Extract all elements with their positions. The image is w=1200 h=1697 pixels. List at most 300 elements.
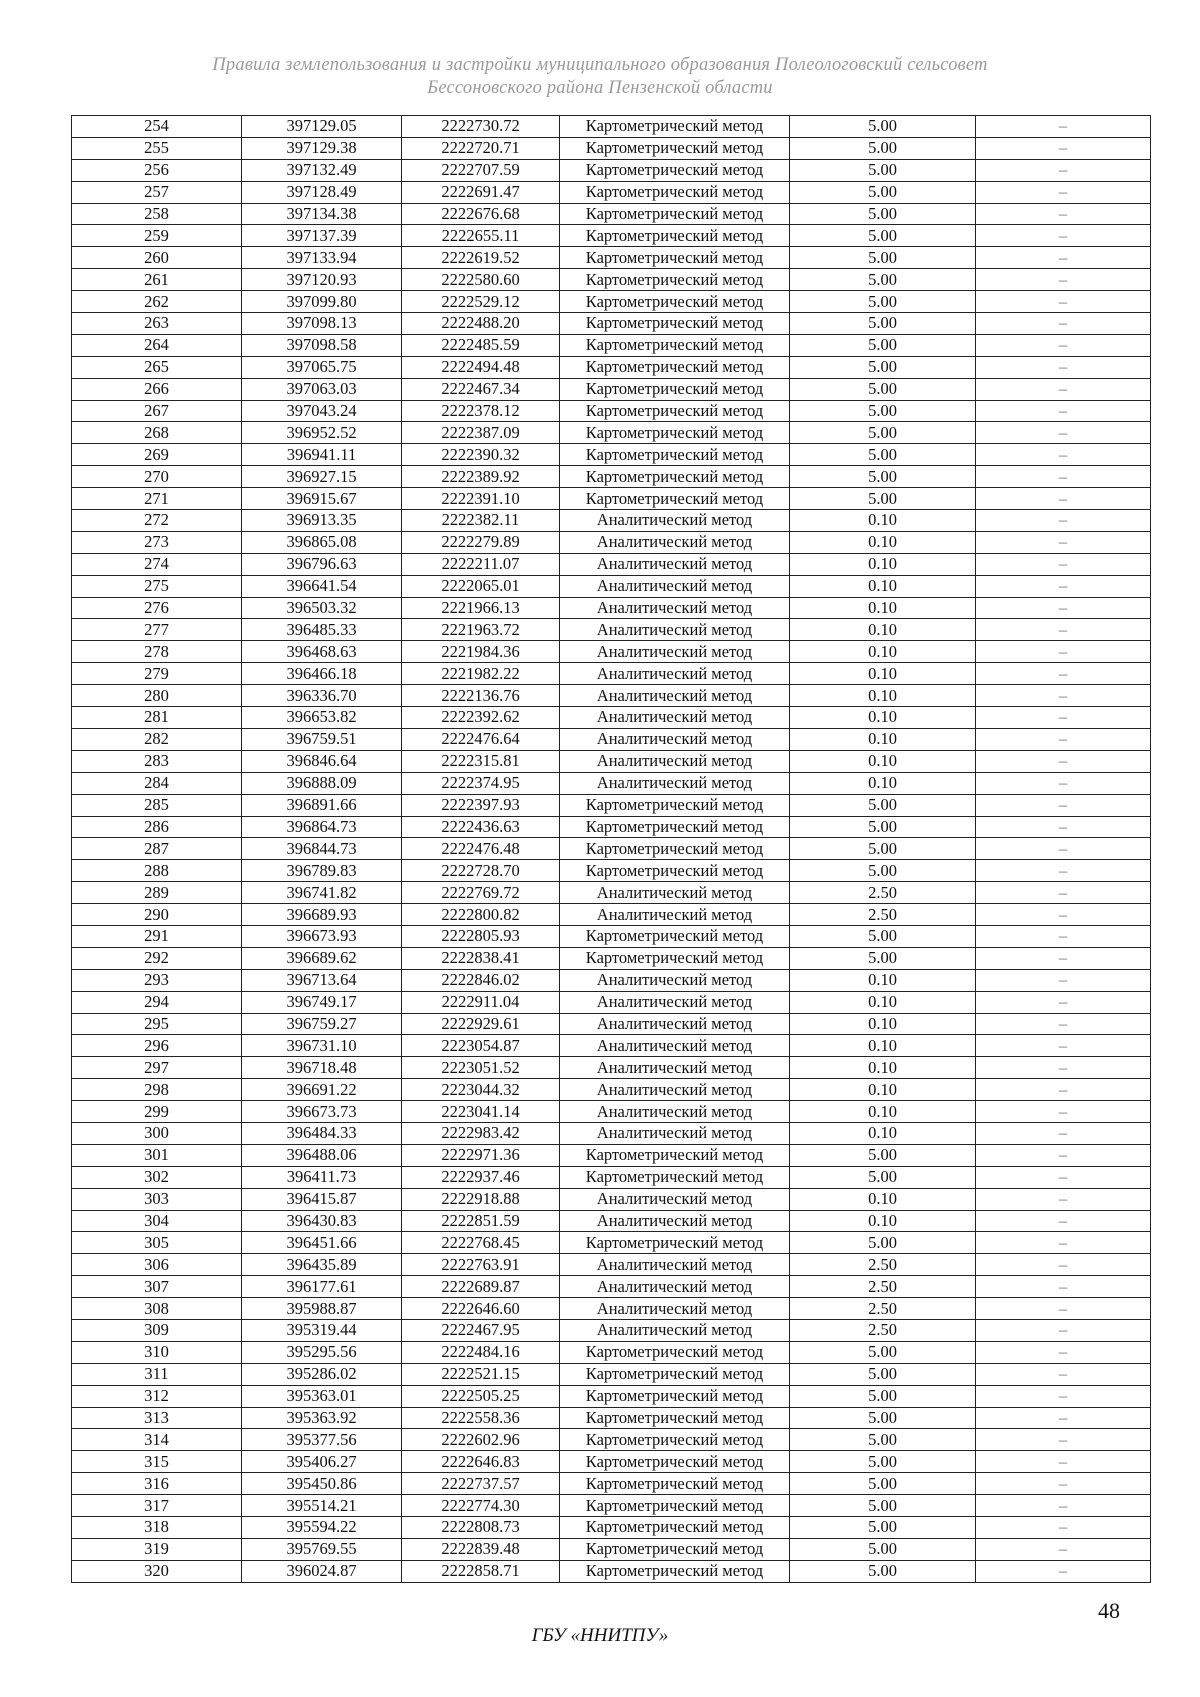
y-coordinate-cell: 2223041.14 <box>402 1101 560 1123</box>
method-cell: Картометрический метод <box>560 1451 790 1473</box>
x-coordinate-cell: 396718.48 <box>242 1057 402 1079</box>
accuracy-cell: 0.10 <box>790 1122 976 1144</box>
point-number-cell: 308 <box>72 1298 242 1320</box>
x-coordinate-cell: 396415.87 <box>242 1188 402 1210</box>
accuracy-cell: 0.10 <box>790 641 976 663</box>
table-row <box>72 510 1151 532</box>
point-number-cell: 280 <box>72 685 242 707</box>
method-cell: Картометрический метод <box>560 400 790 422</box>
page-footer: ГБУ «ННИТПУ» <box>531 1625 669 1646</box>
method-cell: Картометрический метод <box>560 291 790 313</box>
note-cell: – <box>976 203 1151 225</box>
table-row <box>72 269 1151 291</box>
note-cell: – <box>976 378 1151 400</box>
accuracy-cell: 5.00 <box>790 1538 976 1560</box>
point-number-cell: 267 <box>72 400 242 422</box>
accuracy-cell: 0.10 <box>790 597 976 619</box>
note-cell: – <box>976 225 1151 247</box>
table-row <box>72 313 1151 335</box>
method-cell: Картометрический метод <box>560 116 790 138</box>
accuracy-cell: 5.00 <box>790 1385 976 1407</box>
point-number-cell: 305 <box>72 1232 242 1254</box>
y-coordinate-cell: 2222691.47 <box>402 181 560 203</box>
x-coordinate-cell: 395286.02 <box>242 1363 402 1385</box>
note-cell: – <box>976 619 1151 641</box>
point-number-cell: 287 <box>72 838 242 860</box>
table-row <box>72 1495 1151 1517</box>
method-cell: Аналитический метод <box>560 1254 790 1276</box>
note-cell: – <box>976 1517 1151 1539</box>
running-header <box>0 54 1200 100</box>
note-cell: – <box>976 400 1151 422</box>
accuracy-cell: 2.50 <box>790 1254 976 1276</box>
accuracy-cell: 5.00 <box>790 116 976 138</box>
accuracy-cell: 5.00 <box>790 1560 976 1582</box>
note-cell: – <box>976 904 1151 926</box>
x-coordinate-cell: 396796.63 <box>242 553 402 575</box>
y-coordinate-cell: 2222392.62 <box>402 707 560 729</box>
method-cell: Картометрический метод <box>560 794 790 816</box>
table-row <box>72 1188 1151 1210</box>
y-coordinate-cell: 2222476.48 <box>402 838 560 860</box>
note-cell: – <box>976 1298 1151 1320</box>
y-coordinate-cell: 2222387.09 <box>402 422 560 444</box>
note-cell: – <box>976 466 1151 488</box>
y-coordinate-cell: 2222484.16 <box>402 1341 560 1363</box>
point-number-cell: 293 <box>72 969 242 991</box>
table-row <box>72 553 1151 575</box>
point-number-cell: 318 <box>72 1517 242 1539</box>
y-coordinate-cell: 2222971.36 <box>402 1144 560 1166</box>
table-row <box>72 728 1151 750</box>
x-coordinate-cell: 395988.87 <box>242 1298 402 1320</box>
accuracy-cell: 2.50 <box>790 1298 976 1320</box>
accuracy-cell: 5.00 <box>790 225 976 247</box>
point-number-cell: 315 <box>72 1451 242 1473</box>
accuracy-cell: 5.00 <box>790 181 976 203</box>
point-number-cell: 313 <box>72 1407 242 1429</box>
point-number-cell: 273 <box>72 531 242 553</box>
x-coordinate-cell: 396759.51 <box>242 728 402 750</box>
method-cell: Аналитический метод <box>560 685 790 707</box>
accuracy-cell: 5.00 <box>790 860 976 882</box>
method-cell: Картометрический метод <box>560 1385 790 1407</box>
x-coordinate-cell: 395319.44 <box>242 1319 402 1341</box>
accuracy-cell: 5.00 <box>790 1144 976 1166</box>
table-row <box>72 531 1151 553</box>
accuracy-cell: 5.00 <box>790 313 976 335</box>
y-coordinate-cell: 2223051.52 <box>402 1057 560 1079</box>
point-number-cell: 276 <box>72 597 242 619</box>
point-number-cell: 257 <box>72 181 242 203</box>
y-coordinate-cell: 2222720.71 <box>402 137 560 159</box>
point-number-cell: 300 <box>72 1122 242 1144</box>
note-cell: – <box>976 334 1151 356</box>
table-row <box>72 1122 1151 1144</box>
x-coordinate-cell: 396749.17 <box>242 991 402 1013</box>
table-row <box>72 378 1151 400</box>
method-cell: Картометрический метод <box>560 816 790 838</box>
point-number-cell: 319 <box>72 1538 242 1560</box>
method-cell: Картометрический метод <box>560 181 790 203</box>
x-coordinate-cell: 396430.83 <box>242 1210 402 1232</box>
method-cell: Картометрический метод <box>560 137 790 159</box>
table-row <box>72 422 1151 444</box>
point-number-cell: 294 <box>72 991 242 1013</box>
x-coordinate-cell: 396741.82 <box>242 882 402 904</box>
point-number-cell: 268 <box>72 422 242 444</box>
method-cell: Картометрический метод <box>560 947 790 969</box>
accuracy-cell: 5.00 <box>790 422 976 444</box>
table-row <box>72 969 1151 991</box>
y-coordinate-cell: 2222391.10 <box>402 488 560 510</box>
point-number-cell: 290 <box>72 904 242 926</box>
accuracy-cell: 0.10 <box>790 969 976 991</box>
y-coordinate-cell: 2222390.32 <box>402 444 560 466</box>
accuracy-cell: 0.10 <box>790 663 976 685</box>
y-coordinate-cell: 2222279.89 <box>402 531 560 553</box>
y-coordinate-cell: 2222397.93 <box>402 794 560 816</box>
note-cell: – <box>976 1429 1151 1451</box>
accuracy-cell: 5.00 <box>790 1407 976 1429</box>
y-coordinate-cell: 2222136.76 <box>402 685 560 707</box>
x-coordinate-cell: 396759.27 <box>242 1013 402 1035</box>
note-cell: – <box>976 1166 1151 1188</box>
note-cell: – <box>976 1560 1151 1582</box>
method-cell: Аналитический метод <box>560 619 790 641</box>
x-coordinate-cell: 396488.06 <box>242 1144 402 1166</box>
accuracy-cell: 0.10 <box>790 1035 976 1057</box>
note-cell: – <box>976 1276 1151 1298</box>
accuracy-cell: 5.00 <box>790 159 976 181</box>
point-number-cell: 258 <box>72 203 242 225</box>
accuracy-cell: 5.00 <box>790 247 976 269</box>
accuracy-cell: 0.10 <box>790 772 976 794</box>
point-number-cell: 285 <box>72 794 242 816</box>
note-cell: – <box>976 1144 1151 1166</box>
x-coordinate-cell: 396913.35 <box>242 510 402 532</box>
method-cell: Картометрический метод <box>560 1429 790 1451</box>
table-row <box>72 597 1151 619</box>
method-cell: Аналитический метод <box>560 1079 790 1101</box>
y-coordinate-cell: 2222389.92 <box>402 466 560 488</box>
y-coordinate-cell: 2222800.82 <box>402 904 560 926</box>
x-coordinate-cell: 396673.73 <box>242 1101 402 1123</box>
note-cell: – <box>976 181 1151 203</box>
method-cell: Картометрический метод <box>560 247 790 269</box>
table-row <box>72 1013 1151 1035</box>
method-cell: Картометрический метод <box>560 378 790 400</box>
y-coordinate-cell: 2222838.41 <box>402 947 560 969</box>
note-cell: – <box>976 422 1151 444</box>
y-coordinate-cell: 2222467.34 <box>402 378 560 400</box>
method-cell: Аналитический метод <box>560 1210 790 1232</box>
method-cell: Картометрический метод <box>560 1560 790 1582</box>
x-coordinate-cell: 395594.22 <box>242 1517 402 1539</box>
accuracy-cell: 0.10 <box>790 991 976 1013</box>
x-coordinate-cell: 395406.27 <box>242 1451 402 1473</box>
note-cell: – <box>976 1079 1151 1101</box>
method-cell: Аналитический метод <box>560 991 790 1013</box>
note-cell: – <box>976 707 1151 729</box>
method-cell: Картометрический метод <box>560 1232 790 1254</box>
x-coordinate-cell: 397133.94 <box>242 247 402 269</box>
y-coordinate-cell: 2222937.46 <box>402 1166 560 1188</box>
y-coordinate-cell: 2222929.61 <box>402 1013 560 1035</box>
point-number-cell: 310 <box>72 1341 242 1363</box>
y-coordinate-cell: 2222808.73 <box>402 1517 560 1539</box>
method-cell: Аналитический метод <box>560 728 790 750</box>
note-cell: – <box>976 1319 1151 1341</box>
table-row <box>72 991 1151 1013</box>
y-coordinate-cell: 2222768.45 <box>402 1232 560 1254</box>
method-cell: Аналитический метод <box>560 1101 790 1123</box>
table-row <box>72 925 1151 947</box>
note-cell: – <box>976 728 1151 750</box>
method-cell: Картометрический метод <box>560 1166 790 1188</box>
table-row <box>72 400 1151 422</box>
accuracy-cell: 5.00 <box>790 1341 976 1363</box>
method-cell: Картометрический метод <box>560 925 790 947</box>
y-coordinate-cell: 2221984.36 <box>402 641 560 663</box>
point-number-cell: 291 <box>72 925 242 947</box>
note-cell: – <box>976 860 1151 882</box>
point-number-cell: 284 <box>72 772 242 794</box>
table-row <box>72 794 1151 816</box>
accuracy-cell: 5.00 <box>790 1232 976 1254</box>
table-row <box>72 334 1151 356</box>
table-row <box>72 466 1151 488</box>
table-row <box>72 1210 1151 1232</box>
x-coordinate-cell: 396411.73 <box>242 1166 402 1188</box>
accuracy-cell: 5.00 <box>790 816 976 838</box>
header-line-1: Правила землепользования и застройки муниципального образования Полеологовский сельсовет <box>212 55 988 75</box>
accuracy-cell: 5.00 <box>790 444 976 466</box>
y-coordinate-cell: 2222558.36 <box>402 1407 560 1429</box>
y-coordinate-cell: 2222436.63 <box>402 816 560 838</box>
table-row <box>72 1538 1151 1560</box>
y-coordinate-cell: 2223044.32 <box>402 1079 560 1101</box>
x-coordinate-cell: 397137.39 <box>242 225 402 247</box>
note-cell: – <box>976 882 1151 904</box>
point-number-cell: 316 <box>72 1473 242 1495</box>
method-cell: Картометрический метод <box>560 203 790 225</box>
table-row <box>72 707 1151 729</box>
method-cell: Аналитический метод <box>560 1035 790 1057</box>
table-row <box>72 860 1151 882</box>
accuracy-cell: 2.50 <box>790 882 976 904</box>
point-number-cell: 314 <box>72 1429 242 1451</box>
note-cell: – <box>976 1188 1151 1210</box>
point-number-cell: 264 <box>72 334 242 356</box>
x-coordinate-cell: 395514.21 <box>242 1495 402 1517</box>
coordinates-table-body <box>72 116 1151 1583</box>
y-coordinate-cell: 2222707.59 <box>402 159 560 181</box>
note-cell: – <box>976 575 1151 597</box>
y-coordinate-cell: 2222315.81 <box>402 750 560 772</box>
point-number-cell: 307 <box>72 1276 242 1298</box>
y-coordinate-cell: 2222858.71 <box>402 1560 560 1582</box>
table-row <box>72 1276 1151 1298</box>
table-row <box>72 816 1151 838</box>
accuracy-cell: 0.10 <box>790 575 976 597</box>
accuracy-cell: 5.00 <box>790 1451 976 1473</box>
accuracy-cell: 0.10 <box>790 1188 976 1210</box>
y-coordinate-cell: 2222983.42 <box>402 1122 560 1144</box>
x-coordinate-cell: 396941.11 <box>242 444 402 466</box>
y-coordinate-cell: 2222655.11 <box>402 225 560 247</box>
point-number-cell: 256 <box>72 159 242 181</box>
table-row <box>72 1144 1151 1166</box>
table-row <box>72 1517 1151 1539</box>
note-cell: – <box>976 750 1151 772</box>
x-coordinate-cell: 397134.38 <box>242 203 402 225</box>
x-coordinate-cell: 397063.03 <box>242 378 402 400</box>
x-coordinate-cell: 397129.38 <box>242 137 402 159</box>
y-coordinate-cell: 2222521.15 <box>402 1363 560 1385</box>
table-row <box>72 1298 1151 1320</box>
point-number-cell: 261 <box>72 269 242 291</box>
accuracy-cell: 5.00 <box>790 466 976 488</box>
table-row <box>72 882 1151 904</box>
point-number-cell: 306 <box>72 1254 242 1276</box>
x-coordinate-cell: 396689.93 <box>242 904 402 926</box>
x-coordinate-cell: 395363.01 <box>242 1385 402 1407</box>
x-coordinate-cell: 395450.86 <box>242 1473 402 1495</box>
method-cell: Аналитический метод <box>560 575 790 597</box>
x-coordinate-cell: 396503.32 <box>242 597 402 619</box>
table-row <box>72 641 1151 663</box>
table-row <box>72 750 1151 772</box>
x-coordinate-cell: 396864.73 <box>242 816 402 838</box>
method-cell: Аналитический метод <box>560 1188 790 1210</box>
table-row <box>72 444 1151 466</box>
point-number-cell: 254 <box>72 116 242 138</box>
method-cell: Картометрический метод <box>560 422 790 444</box>
x-coordinate-cell: 397065.75 <box>242 356 402 378</box>
note-cell: – <box>976 247 1151 269</box>
x-coordinate-cell: 396952.52 <box>242 422 402 444</box>
method-cell: Картометрический метод <box>560 313 790 335</box>
accuracy-cell: 0.10 <box>790 619 976 641</box>
accuracy-cell: 2.50 <box>790 1276 976 1298</box>
y-coordinate-cell: 2222730.72 <box>402 116 560 138</box>
accuracy-cell: 0.10 <box>790 1079 976 1101</box>
accuracy-cell: 5.00 <box>790 1473 976 1495</box>
accuracy-cell: 2.50 <box>790 1319 976 1341</box>
x-coordinate-cell: 397128.49 <box>242 181 402 203</box>
x-coordinate-cell: 396713.64 <box>242 969 402 991</box>
x-coordinate-cell: 396468.63 <box>242 641 402 663</box>
note-cell: – <box>976 925 1151 947</box>
note-cell: – <box>976 553 1151 575</box>
x-coordinate-cell: 396484.33 <box>242 1122 402 1144</box>
method-cell: Аналитический метод <box>560 663 790 685</box>
y-coordinate-cell: 2222839.48 <box>402 1538 560 1560</box>
note-cell: – <box>976 1101 1151 1123</box>
table-row <box>72 203 1151 225</box>
x-coordinate-cell: 396865.08 <box>242 531 402 553</box>
note-cell: – <box>976 488 1151 510</box>
point-number-cell: 266 <box>72 378 242 400</box>
accuracy-cell: 5.00 <box>790 203 976 225</box>
x-coordinate-cell: 396673.93 <box>242 925 402 947</box>
point-number-cell: 296 <box>72 1035 242 1057</box>
note-cell: – <box>976 685 1151 707</box>
y-coordinate-cell: 2222646.60 <box>402 1298 560 1320</box>
note-cell: – <box>976 1538 1151 1560</box>
y-coordinate-cell: 2222728.70 <box>402 860 560 882</box>
note-cell: – <box>976 291 1151 313</box>
note-cell: – <box>976 838 1151 860</box>
method-cell: Аналитический метод <box>560 1276 790 1298</box>
method-cell: Картометрический метод <box>560 225 790 247</box>
method-cell: Картометрический метод <box>560 1495 790 1517</box>
point-number-cell: 289 <box>72 882 242 904</box>
note-cell: – <box>976 313 1151 335</box>
table-row <box>72 356 1151 378</box>
y-coordinate-cell: 2222494.48 <box>402 356 560 378</box>
note-cell: – <box>976 1232 1151 1254</box>
point-number-cell: 299 <box>72 1101 242 1123</box>
point-number-cell: 303 <box>72 1188 242 1210</box>
point-number-cell: 263 <box>72 313 242 335</box>
table-row <box>72 904 1151 926</box>
method-cell: Аналитический метод <box>560 641 790 663</box>
table-row <box>72 1560 1151 1582</box>
y-coordinate-cell: 2222646.83 <box>402 1451 560 1473</box>
x-coordinate-cell: 396653.82 <box>242 707 402 729</box>
table-row <box>72 1057 1151 1079</box>
y-coordinate-cell: 2222467.95 <box>402 1319 560 1341</box>
x-coordinate-cell: 395377.56 <box>242 1429 402 1451</box>
note-cell: – <box>976 1385 1151 1407</box>
x-coordinate-cell: 396641.54 <box>242 575 402 597</box>
x-coordinate-cell: 396691.22 <box>242 1079 402 1101</box>
x-coordinate-cell: 397043.24 <box>242 400 402 422</box>
accuracy-cell: 5.00 <box>790 1363 976 1385</box>
note-cell: – <box>976 137 1151 159</box>
method-cell: Аналитический метод <box>560 1057 790 1079</box>
method-cell: Картометрический метод <box>560 1517 790 1539</box>
x-coordinate-cell: 396024.87 <box>242 1560 402 1582</box>
method-cell: Аналитический метод <box>560 597 790 619</box>
accuracy-cell: 5.00 <box>790 794 976 816</box>
y-coordinate-cell: 2222774.30 <box>402 1495 560 1517</box>
accuracy-cell: 0.10 <box>790 1101 976 1123</box>
method-cell: Аналитический метод <box>560 969 790 991</box>
accuracy-cell: 5.00 <box>790 334 976 356</box>
accuracy-cell: 5.00 <box>790 378 976 400</box>
y-coordinate-cell: 2221966.13 <box>402 597 560 619</box>
point-number-cell: 317 <box>72 1495 242 1517</box>
y-coordinate-cell: 2222602.96 <box>402 1429 560 1451</box>
method-cell: Аналитический метод <box>560 531 790 553</box>
y-coordinate-cell: 2222911.04 <box>402 991 560 1013</box>
note-cell: – <box>976 356 1151 378</box>
page-number: 48 <box>1098 1598 1120 1623</box>
method-cell: Аналитический метод <box>560 904 790 926</box>
method-cell: Аналитический метод <box>560 1319 790 1341</box>
accuracy-cell: 5.00 <box>790 1166 976 1188</box>
table-row <box>72 247 1151 269</box>
method-cell: Картометрический метод <box>560 444 790 466</box>
note-cell: – <box>976 1473 1151 1495</box>
y-coordinate-cell: 2221963.72 <box>402 619 560 641</box>
x-coordinate-cell: 395363.92 <box>242 1407 402 1429</box>
accuracy-cell: 5.00 <box>790 400 976 422</box>
accuracy-cell: 5.00 <box>790 838 976 860</box>
